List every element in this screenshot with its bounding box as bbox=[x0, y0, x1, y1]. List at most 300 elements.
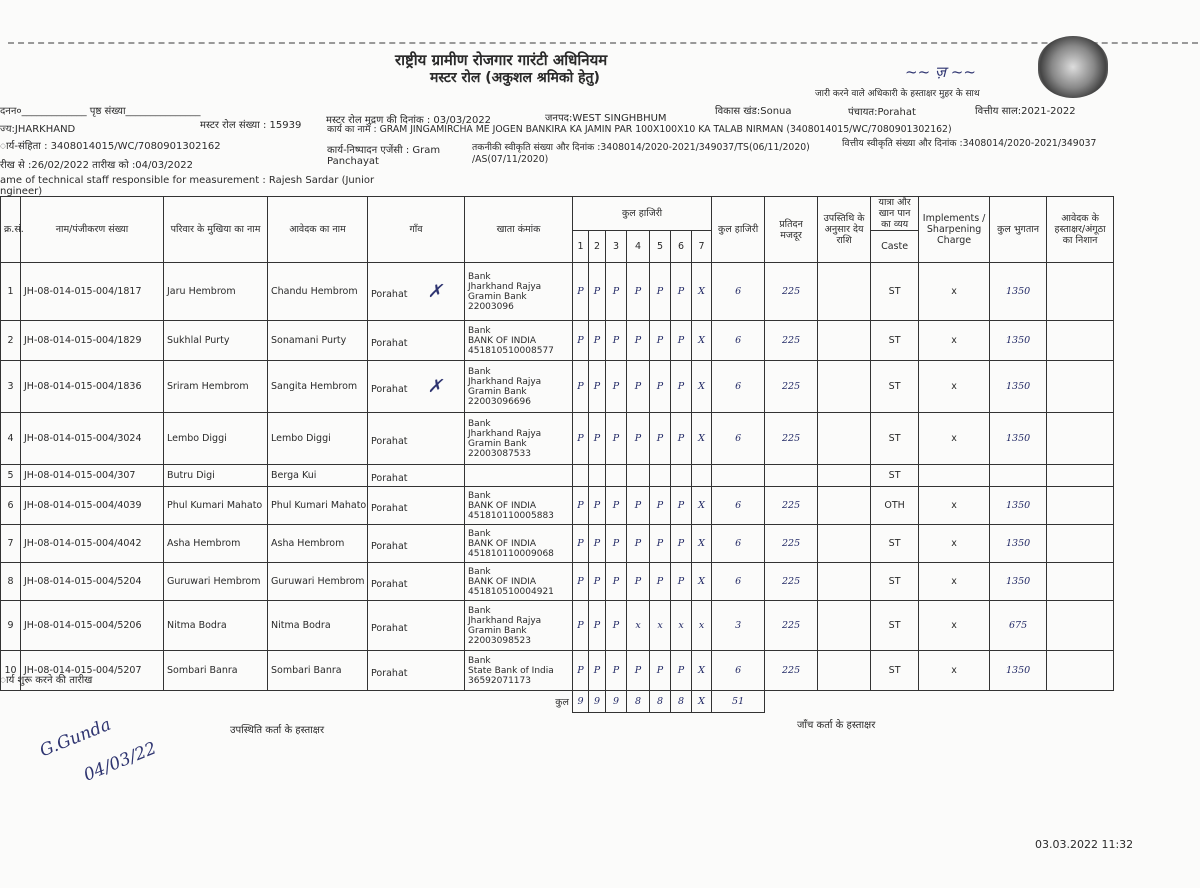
village-name: Porahat bbox=[371, 623, 408, 634]
attendance-mark: P bbox=[606, 651, 627, 691]
row-total-attendance: 3 bbox=[712, 601, 765, 651]
row-serial: 7 bbox=[1, 525, 21, 563]
attendance-mark: X bbox=[692, 563, 712, 601]
attendance-mark bbox=[589, 465, 606, 487]
row-daily-wage bbox=[765, 465, 818, 487]
row-serial: 5 bbox=[1, 465, 21, 487]
attendance-mark: P bbox=[606, 361, 627, 413]
row-due-amount bbox=[818, 413, 871, 465]
attendance-mark: X bbox=[692, 413, 712, 465]
row-village bbox=[368, 413, 465, 465]
row-daily-wage: 225 bbox=[765, 361, 818, 413]
col-applicant: आवेदक का नाम bbox=[268, 197, 368, 263]
row-signature bbox=[1047, 563, 1114, 601]
col-name-reg: नाम/पंजीकरण संख्या bbox=[21, 197, 164, 263]
attendance-mark: P bbox=[573, 361, 589, 413]
row-registration: JH-08-014-015-004/5207 bbox=[21, 651, 164, 691]
row-applicant: Lembo Diggi bbox=[268, 413, 368, 465]
row-applicant: Sombari Banra bbox=[268, 651, 368, 691]
technical-sanction: तकनीकी स्वीकृति संख्या और दिनांक :3408014/2020-2021/349037/TS(06/11/2020) bbox=[472, 142, 810, 153]
account-bank-name: BANK OF INDIA bbox=[468, 538, 537, 549]
issuer-note: जारी करने वाले अधिकारी के हस्ताक्षर मुहर के साथ bbox=[815, 89, 980, 99]
row-daily-wage: 225 bbox=[765, 413, 818, 465]
row-total-attendance: 6 bbox=[712, 563, 765, 601]
row-caste: ST bbox=[871, 525, 919, 563]
attendance-mark: P bbox=[671, 651, 692, 691]
row-implements: x bbox=[919, 601, 990, 651]
row-signature bbox=[1047, 321, 1114, 361]
row-account bbox=[465, 563, 573, 601]
table-row bbox=[1, 465, 1114, 487]
technical-staff-2: ngineer) bbox=[0, 186, 43, 197]
attendance-mark: X bbox=[692, 361, 712, 413]
row-account bbox=[465, 413, 573, 465]
row-total-attendance: 6 bbox=[712, 361, 765, 413]
row-registration: JH-08-014-015-004/5206 bbox=[21, 601, 164, 651]
row-caste: OTH bbox=[871, 487, 919, 525]
row-total-attendance: 6 bbox=[712, 413, 765, 465]
attendance-mark: P bbox=[650, 413, 671, 465]
attendance-mark: P bbox=[650, 651, 671, 691]
row-applicant: Phul Kumari Mahato bbox=[268, 487, 368, 525]
row-daily-wage: 225 bbox=[765, 321, 818, 361]
row-due-amount bbox=[818, 361, 871, 413]
account-bank: Bank bbox=[468, 271, 491, 282]
row-total-payment: 1350 bbox=[990, 321, 1047, 361]
row-signature bbox=[1047, 263, 1114, 321]
row-total-attendance: 6 bbox=[712, 321, 765, 361]
account-bank: Bank bbox=[468, 418, 491, 429]
account-bank-name: Jharkhand Rajya Gramin Bank bbox=[468, 281, 542, 302]
attendance-mark: P bbox=[627, 563, 650, 601]
attendance-mark: P bbox=[627, 263, 650, 321]
attendance-mark: X bbox=[692, 487, 712, 525]
account-bank: Bank bbox=[468, 605, 491, 616]
row-village bbox=[368, 651, 465, 691]
attendance-mark: P bbox=[671, 563, 692, 601]
row-serial: 10 bbox=[1, 651, 21, 691]
row-applicant: Nitma Bodra bbox=[268, 601, 368, 651]
attendance-mark: P bbox=[606, 563, 627, 601]
row-serial: 1 bbox=[1, 263, 21, 321]
row-implements: x bbox=[919, 361, 990, 413]
row-family-head: Sukhlal Purty bbox=[164, 321, 268, 361]
row-registration: JH-08-014-015-004/1817 bbox=[21, 263, 164, 321]
account-bank: Bank bbox=[468, 566, 491, 577]
handwritten-date: 04/03/22 bbox=[81, 738, 160, 786]
attendance-mark: P bbox=[573, 563, 589, 601]
col-daily-wage: प्रतिदन मजदूर bbox=[765, 197, 818, 263]
account-acct: 22003098523 bbox=[468, 635, 531, 646]
row-applicant: Asha Hembrom bbox=[268, 525, 368, 563]
row-village bbox=[368, 263, 465, 321]
account-bank-name: BANK OF INDIA bbox=[468, 500, 537, 511]
village-name: Porahat bbox=[371, 384, 408, 395]
row-caste: ST bbox=[871, 361, 919, 413]
row-implements: x bbox=[919, 563, 990, 601]
page-title: राष्ट्रीय ग्रामीण रोजगार गारंटी अधिनियम bbox=[395, 51, 608, 69]
account-bank-name: Jharkhand Rajya Gramin Bank bbox=[468, 615, 542, 636]
row-signature bbox=[1047, 525, 1114, 563]
row-account bbox=[465, 487, 573, 525]
account-acct: 451810110009068 bbox=[468, 548, 554, 559]
village-name: Porahat bbox=[371, 541, 408, 552]
table-row bbox=[1, 525, 1114, 563]
row-family-head: Sombari Banra bbox=[164, 651, 268, 691]
row-due-amount bbox=[818, 563, 871, 601]
account-bank-name: State Bank of India bbox=[468, 665, 554, 676]
handwritten-signature: G.Gunda bbox=[36, 714, 114, 762]
technical-staff: ame of technical staff responsible for measurement : Rajesh Sardar (Junior bbox=[0, 175, 375, 186]
col-due: उपस्तिथि के अनुसार देय राशि bbox=[818, 197, 871, 263]
row-registration: JH-08-014-015-004/3024 bbox=[21, 413, 164, 465]
village-name: Porahat bbox=[371, 338, 408, 349]
col-day: 5 bbox=[650, 231, 671, 263]
row-applicant: Chandu Hembrom bbox=[268, 263, 368, 321]
row-village bbox=[368, 321, 465, 361]
account-acct: 36592071173 bbox=[468, 675, 531, 686]
attendance-mark: P bbox=[671, 487, 692, 525]
thumb-mark: ✗ bbox=[427, 376, 443, 397]
table-row bbox=[1, 651, 1114, 691]
row-caste: ST bbox=[871, 563, 919, 601]
attendance-mark: P bbox=[627, 413, 650, 465]
row-daily-wage: 225 bbox=[765, 525, 818, 563]
row-due-amount bbox=[818, 321, 871, 361]
total-attendance-day: 8 bbox=[650, 691, 671, 713]
row-caste: ST bbox=[871, 601, 919, 651]
attendance-mark: P bbox=[589, 413, 606, 465]
table-row bbox=[1, 563, 1114, 601]
row-total-payment: 675 bbox=[990, 601, 1047, 651]
attendance-mark: P bbox=[606, 263, 627, 321]
row-serial: 9 bbox=[1, 601, 21, 651]
attendance-mark: P bbox=[671, 263, 692, 321]
account-acct: 451810510008577 bbox=[468, 345, 554, 356]
row-daily-wage: 225 bbox=[765, 263, 818, 321]
village-name: Porahat bbox=[371, 289, 408, 300]
attendance-mark: P bbox=[650, 321, 671, 361]
row-family-head: Jaru Hembrom bbox=[164, 263, 268, 321]
financial-year: वित्तीय साल:2021-2022 bbox=[975, 106, 1076, 117]
row-signature bbox=[1047, 651, 1114, 691]
account-bank: Bank bbox=[468, 528, 491, 539]
row-account bbox=[465, 321, 573, 361]
row-total-payment: 1350 bbox=[990, 525, 1047, 563]
row-applicant: Berga Kui bbox=[268, 465, 368, 487]
row-serial: 2 bbox=[1, 321, 21, 361]
attendance-taker-signature: उपस्थिति कर्ता के हस्ताक्षर bbox=[230, 725, 325, 736]
attendance-mark: P bbox=[589, 601, 606, 651]
attendance-mark: P bbox=[589, 263, 606, 321]
row-village bbox=[368, 487, 465, 525]
row-total-attendance bbox=[712, 465, 765, 487]
account-acct: 22003096 bbox=[468, 301, 514, 312]
row-applicant: Sangita Hembrom bbox=[268, 361, 368, 413]
account-acct: 22003087533 bbox=[468, 448, 531, 459]
row-total-payment: 1350 bbox=[990, 651, 1047, 691]
attendance-mark: P bbox=[671, 361, 692, 413]
row-registration: JH-08-014-015-004/5204 bbox=[21, 563, 164, 601]
work-name: कार्य का नाम : GRAM JINGAMIRCHA ME JOGEN BANKIRA KA JAMIN PAR 100X100X10 KA TALAB NIRMAN (3408014015/WC/7080901302162) bbox=[327, 124, 952, 135]
attendance-mark: P bbox=[671, 321, 692, 361]
attendance-mark: P bbox=[671, 413, 692, 465]
row-registration: JH-08-014-015-004/1836 bbox=[21, 361, 164, 413]
attendance-mark: P bbox=[627, 525, 650, 563]
attendance-mark: P bbox=[606, 601, 627, 651]
row-family-head: Phul Kumari Mahato bbox=[164, 487, 268, 525]
attendance-mark: x bbox=[650, 601, 671, 651]
row-total-payment: 1350 bbox=[990, 361, 1047, 413]
emblem-seal bbox=[1038, 36, 1108, 98]
executing-agency-2: Panchayat bbox=[327, 156, 379, 167]
total-attendance-day: 8 bbox=[627, 691, 650, 713]
total-attendance-day: 9 bbox=[573, 691, 589, 713]
attendance-mark bbox=[650, 465, 671, 487]
work-code: ार्य-संहिता : 3408014015/WC/7080901302162 bbox=[0, 141, 221, 152]
attendance-mark: P bbox=[573, 651, 589, 691]
checker-signature: जाँच कर्ता के हस्ताक्षर bbox=[797, 720, 876, 731]
row-signature bbox=[1047, 465, 1114, 487]
row-daily-wage: 225 bbox=[765, 651, 818, 691]
row-family-head: Guruwari Hembrom bbox=[164, 563, 268, 601]
row-account bbox=[465, 263, 573, 321]
row-caste: ST bbox=[871, 465, 919, 487]
scan-timestamp: 03.03.2022 11:32 bbox=[1035, 838, 1134, 851]
col-head: परिवार के मुखिया का नाम bbox=[164, 197, 268, 263]
row-serial: 8 bbox=[1, 563, 21, 601]
account-acct: 451810110005883 bbox=[468, 510, 554, 521]
row-applicant: Guruwari Hembrom bbox=[268, 563, 368, 601]
account-acct: 22003096696 bbox=[468, 396, 531, 407]
date-range: रीख से :26/02/2022 तारीख को :04/03/2022 bbox=[0, 160, 193, 171]
col-day: 3 bbox=[606, 231, 627, 263]
table-row bbox=[1, 601, 1114, 651]
row-village bbox=[368, 361, 465, 413]
attendance-mark bbox=[671, 465, 692, 487]
col-day: 2 bbox=[589, 231, 606, 263]
attendance-mark: X bbox=[692, 525, 712, 563]
village-name: Porahat bbox=[371, 436, 408, 447]
attendance-mark: P bbox=[627, 321, 650, 361]
row-account bbox=[465, 651, 573, 691]
attendance-mark: P bbox=[589, 651, 606, 691]
row-due-amount bbox=[818, 525, 871, 563]
account-bank-name: Jharkhand Rajya Gramin Bank bbox=[468, 428, 542, 449]
total-attendance-day: 9 bbox=[589, 691, 606, 713]
executing-agency: कार्य-निष्पादन एजेंसी : Gram bbox=[327, 145, 441, 156]
table-row bbox=[1, 263, 1114, 321]
col-village: गाँव bbox=[368, 197, 465, 263]
col-travel: यात्रा और खान पान का व्यय bbox=[871, 197, 919, 231]
attendance-mark: x bbox=[692, 601, 712, 651]
row-total-payment: 1350 bbox=[990, 487, 1047, 525]
row-daily-wage: 225 bbox=[765, 487, 818, 525]
account-bank: Bank bbox=[468, 655, 491, 666]
col-attendance: कुल हाजिरी bbox=[573, 197, 712, 231]
attendance-mark: P bbox=[589, 525, 606, 563]
account-bank: Bank bbox=[468, 366, 491, 377]
row-registration: JH-08-014-015-004/4039 bbox=[21, 487, 164, 525]
col-implements: Implements / Sharpening Charge bbox=[919, 197, 990, 263]
attendance-mark: P bbox=[650, 563, 671, 601]
row-total-attendance: 6 bbox=[712, 651, 765, 691]
row-implements: x bbox=[919, 525, 990, 563]
attendance-mark: P bbox=[589, 487, 606, 525]
table-row bbox=[1, 361, 1114, 413]
attendance-mark: P bbox=[573, 321, 589, 361]
attendance-mark: P bbox=[606, 525, 627, 563]
attendance-mark: P bbox=[650, 361, 671, 413]
row-village bbox=[368, 525, 465, 563]
attendance-mark bbox=[692, 465, 712, 487]
panchayat: पंचायत:Porahat bbox=[848, 107, 916, 118]
row-registration: JH-08-014-015-004/307 bbox=[21, 465, 164, 487]
row-account bbox=[465, 525, 573, 563]
col-caste: Caste bbox=[871, 231, 919, 263]
technical-sanction-2: /AS(07/11/2020) bbox=[472, 154, 549, 165]
attendance-mark: x bbox=[671, 601, 692, 651]
attendance-mark: P bbox=[573, 413, 589, 465]
row-signature bbox=[1047, 487, 1114, 525]
page-number-line: दनन०_____________ पृष्ठ संख्या_______________ bbox=[0, 106, 201, 117]
attendance-mark bbox=[606, 465, 627, 487]
row-caste: ST bbox=[871, 263, 919, 321]
village-name: Porahat bbox=[371, 473, 408, 484]
row-implements: x bbox=[919, 487, 990, 525]
col-day: 4 bbox=[627, 231, 650, 263]
totals-row bbox=[1, 691, 1114, 713]
attendance-mark: P bbox=[573, 487, 589, 525]
account-bank-name: BANK OF INDIA bbox=[468, 335, 537, 346]
row-total-payment: 1350 bbox=[990, 563, 1047, 601]
col-total-pay: कुल भुगतान bbox=[990, 197, 1047, 263]
block: विकास खंड:Sonua bbox=[715, 106, 792, 117]
attendance-mark: P bbox=[627, 651, 650, 691]
row-due-amount bbox=[818, 465, 871, 487]
attendance-mark bbox=[573, 465, 589, 487]
row-serial: 6 bbox=[1, 487, 21, 525]
col-account: खाता कंमांक bbox=[465, 197, 573, 263]
col-total-att: कुल हाजिरी bbox=[712, 197, 765, 263]
attendance-mark: X bbox=[692, 651, 712, 691]
attendance-mark: P bbox=[671, 525, 692, 563]
row-applicant: Sonamani Purty bbox=[268, 321, 368, 361]
village-name: Porahat bbox=[371, 579, 408, 590]
row-family-head: Sriram Hembrom bbox=[164, 361, 268, 413]
financial-sanction: वित्तीय स्वीकृति संख्या और दिनांक :3408014/2020-2021/349037 bbox=[842, 138, 1097, 149]
row-account bbox=[465, 361, 573, 413]
row-total-payment: 1350 bbox=[990, 263, 1047, 321]
total-attendance-day: X bbox=[692, 691, 712, 713]
attendance-mark: P bbox=[589, 321, 606, 361]
village-name: Porahat bbox=[371, 503, 408, 514]
issuer-signature: ~~ ज़ ~~ bbox=[905, 63, 976, 81]
row-total-payment bbox=[990, 465, 1047, 487]
row-caste: ST bbox=[871, 413, 919, 465]
attendance-mark bbox=[627, 465, 650, 487]
totals-label: कुल bbox=[1, 691, 573, 713]
row-signature bbox=[1047, 413, 1114, 465]
attendance-mark: P bbox=[627, 487, 650, 525]
row-family-head: Lembo Diggi bbox=[164, 413, 268, 465]
total-attendance-day: 8 bbox=[671, 691, 692, 713]
row-village bbox=[368, 465, 465, 487]
attendance-mark: P bbox=[650, 525, 671, 563]
row-implements bbox=[919, 465, 990, 487]
attendance-mark: P bbox=[606, 413, 627, 465]
row-serial: 4 bbox=[1, 413, 21, 465]
account-bank-name: Jharkhand Rajya Gramin Bank bbox=[468, 376, 542, 397]
row-total-attendance: 6 bbox=[712, 487, 765, 525]
attendance-mark: P bbox=[627, 361, 650, 413]
row-due-amount bbox=[818, 487, 871, 525]
state-label: ज्य:JHARKHAND bbox=[0, 124, 76, 135]
table-row bbox=[1, 487, 1114, 525]
row-account bbox=[465, 465, 573, 487]
row-serial: 3 bbox=[1, 361, 21, 413]
row-total-attendance: 6 bbox=[712, 525, 765, 563]
district: जनपद:WEST SINGHBHUM bbox=[545, 113, 667, 124]
attendance-mark: P bbox=[650, 263, 671, 321]
row-family-head: Asha Hembrom bbox=[164, 525, 268, 563]
work-start-date: ार्य शुरू करने की तारीख bbox=[0, 675, 93, 686]
account-bank-name: BANK OF INDIA bbox=[468, 576, 537, 587]
account-bank: Bank bbox=[468, 325, 491, 336]
col-day: 7 bbox=[692, 231, 712, 263]
print-date: मस्टर रोल मुद्रण की दिनांक : 03/03/2022 bbox=[326, 115, 492, 126]
attendance-mark: X bbox=[692, 263, 712, 321]
col-day: 6 bbox=[671, 231, 692, 263]
row-village bbox=[368, 563, 465, 601]
village-name: Porahat bbox=[371, 668, 408, 679]
attendance-mark: P bbox=[573, 601, 589, 651]
row-family-head: Nitma Bodra bbox=[164, 601, 268, 651]
account-acct: 451810510004921 bbox=[468, 586, 554, 597]
table-row bbox=[1, 413, 1114, 465]
thumb-mark: ✗ bbox=[427, 281, 443, 302]
table-row bbox=[1, 321, 1114, 361]
row-implements: x bbox=[919, 651, 990, 691]
row-implements: x bbox=[919, 263, 990, 321]
grand-total-attendance: 51 bbox=[712, 691, 765, 713]
row-caste: ST bbox=[871, 321, 919, 361]
row-daily-wage: 225 bbox=[765, 563, 818, 601]
attendance-mark: P bbox=[606, 487, 627, 525]
attendance-mark: P bbox=[650, 487, 671, 525]
row-implements: x bbox=[919, 321, 990, 361]
col-day: 1 bbox=[573, 231, 589, 263]
account-bank: Bank bbox=[468, 490, 491, 501]
row-registration: JH-08-014-015-004/1829 bbox=[21, 321, 164, 361]
row-implements: x bbox=[919, 413, 990, 465]
muster-roll-number: मस्टर रोल संख्या : 15939 bbox=[200, 120, 302, 131]
attendance-mark: P bbox=[573, 263, 589, 321]
page-subtitle: मस्टर रोल (अकुशल श्रमिको हेतु) bbox=[430, 70, 600, 86]
attendance-mark: x bbox=[627, 601, 650, 651]
row-total-payment: 1350 bbox=[990, 413, 1047, 465]
row-village bbox=[368, 601, 465, 651]
top-perforation bbox=[8, 42, 1198, 44]
attendance-mark: P bbox=[589, 361, 606, 413]
row-due-amount bbox=[818, 263, 871, 321]
row-signature bbox=[1047, 601, 1114, 651]
attendance-mark: X bbox=[692, 321, 712, 361]
attendance-mark: P bbox=[606, 321, 627, 361]
total-attendance-day: 9 bbox=[606, 691, 627, 713]
row-registration: JH-08-014-015-004/4042 bbox=[21, 525, 164, 563]
col-sno: क्र.सं. bbox=[1, 197, 21, 263]
